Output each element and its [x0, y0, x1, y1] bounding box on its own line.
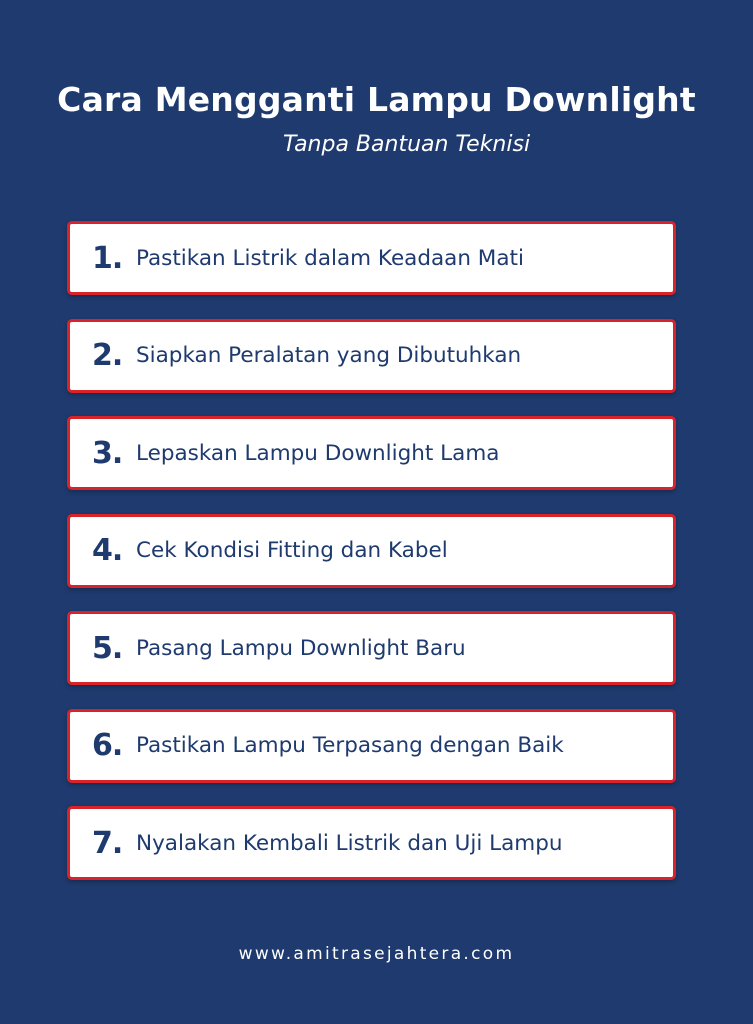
step-card-1 [67, 221, 676, 295]
step-text: Lepaskan Lampu Downlight Lama [136, 440, 500, 466]
step-card-7 [67, 806, 676, 880]
step-text: Pastikan Listrik dalam Keadaan Mati [136, 245, 524, 271]
step-text: Pasang Lampu Downlight Baru [136, 635, 466, 661]
step-card-6 [67, 709, 676, 783]
step-text: Pastikan Lampu Terpasang dengan Baik [136, 733, 564, 758]
step-number: 1. [92, 240, 123, 276]
step-text: Nyalakan Kembali Listrik dan Uji Lampu [136, 830, 563, 856]
step-card-3 [67, 416, 676, 490]
step-number: 2. [92, 338, 123, 373]
steps-list [67, 221, 676, 904]
step-text: Cek Kondisi Fitting dan Kabel [136, 538, 448, 563]
step-text: Siapkan Peralatan yang Dibutuhkan [136, 343, 522, 368]
step-number: 7. [92, 825, 123, 861]
step-number: 3. [92, 435, 123, 471]
step-card-2 [67, 319, 676, 393]
step-card-4 [67, 514, 676, 588]
step-card-5 [67, 611, 676, 685]
step-number: 4. [92, 533, 123, 568]
step-number: 6. [92, 728, 123, 763]
page-subtitle: Tanpa Bantuan Teknisi [282, 132, 531, 157]
website-url: www.amitrasejahtera.com [238, 944, 515, 964]
page-title: Cara Mengganti Lampu Downlight [57, 80, 696, 119]
step-number: 5. [92, 630, 123, 666]
